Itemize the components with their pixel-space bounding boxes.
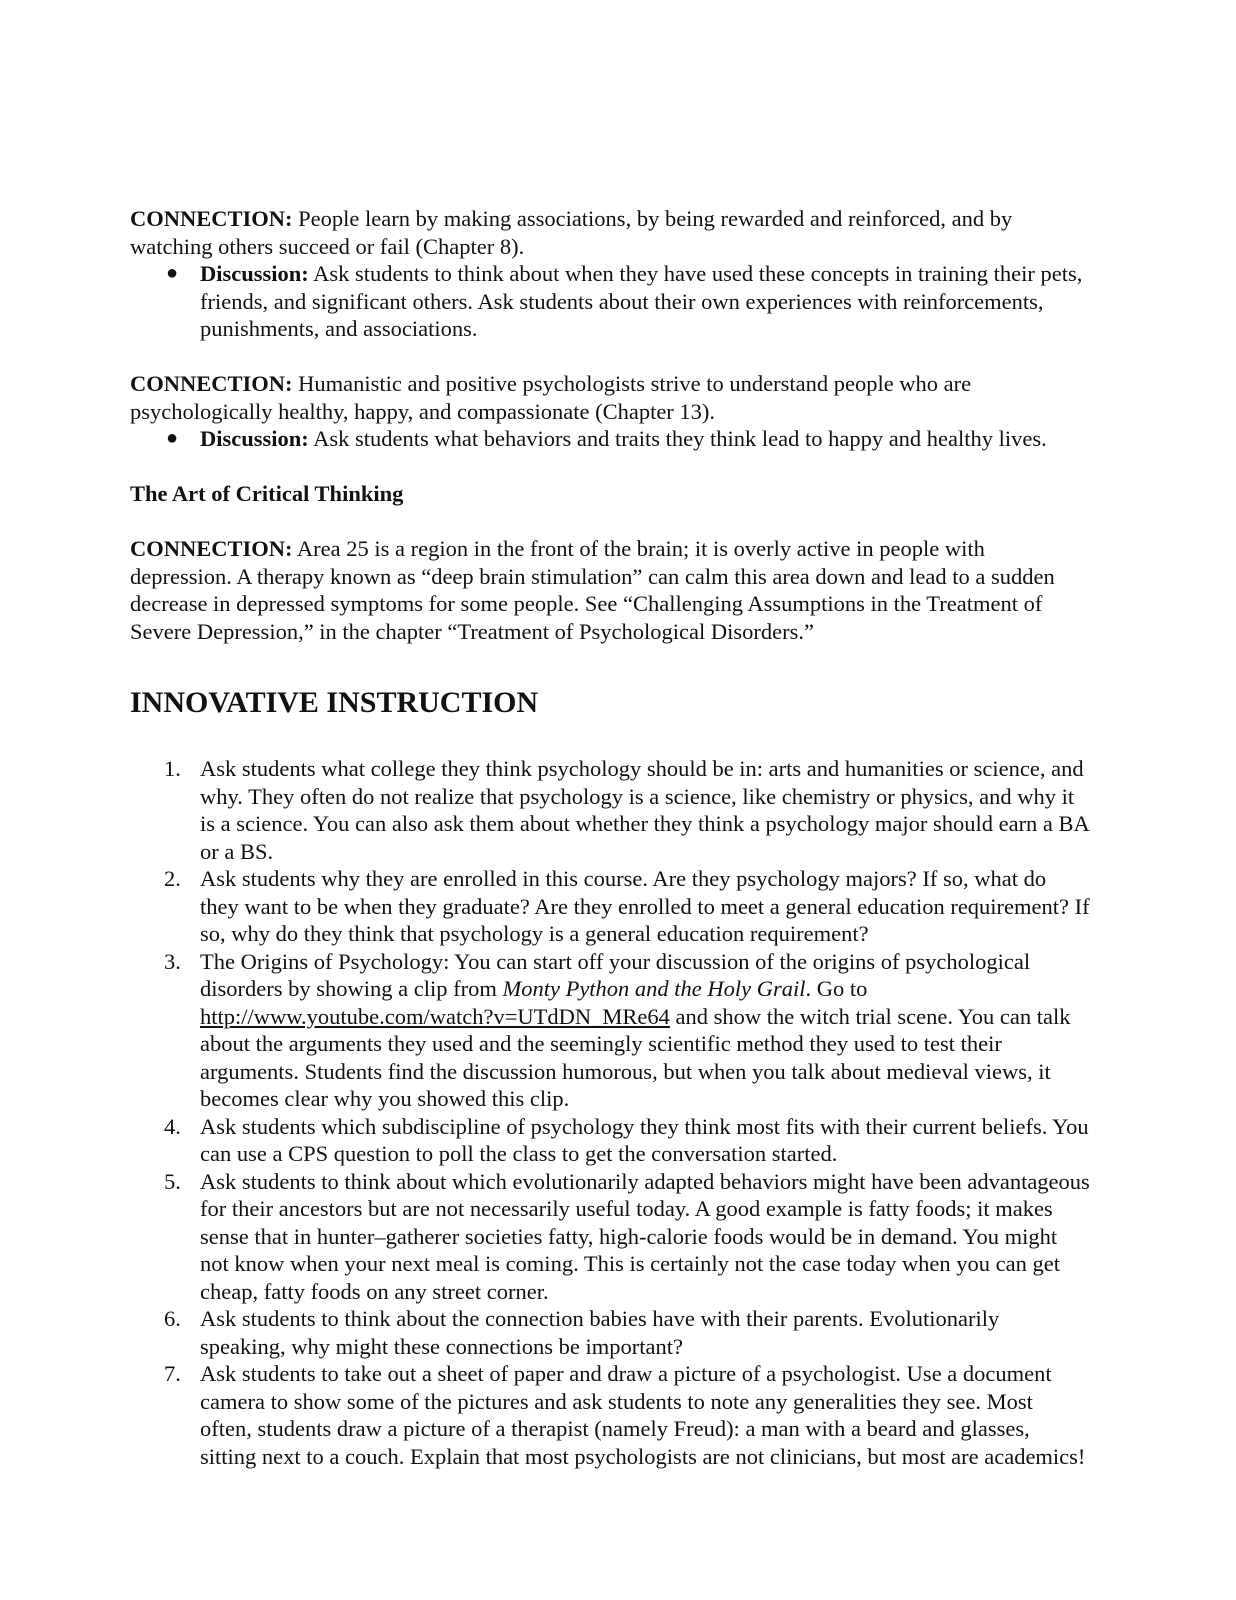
- connection-label: CONNECTION:: [130, 536, 293, 561]
- item-text: Ask students to take out a sheet of paper and draw a picture of a psychologist. Use a document camera to show some of the pictures and ask students to note any generalities they see. Most often, students draw a picture of a therapist (namely Freud): a man with a beard and glasses, sitting next to a couch. Explain that most psychologists are not clinicians, but most are academics!: [200, 1361, 1086, 1469]
- item-text: Ask students to think about the connection babies have with their parents. Evolutionarily speaking, why might these connections be important?: [200, 1306, 1000, 1359]
- connection-paragraph: [130, 370, 1090, 425]
- list-item: [130, 1360, 1090, 1470]
- instruction-list: [130, 755, 1090, 1470]
- list-item: [130, 1305, 1090, 1360]
- item-text: Ask students which subdiscipline of psychology they think most fits with their current beliefs. You can use a CPS question to poll the class to get the conversation started.: [200, 1113, 1089, 1166]
- bullet-icon: ●: [166, 262, 179, 284]
- connection-paragraph: [130, 205, 1090, 260]
- item-number: 2.: [164, 866, 181, 891]
- discussion-text: Ask students to think about when they have used these concepts in training their pets, friends, and significant others. Ask students about their own experiences with reinforcements, punishments, and associations.: [200, 261, 1083, 341]
- item-number: 6.: [164, 1306, 181, 1331]
- item-text: Ask students to think about which evolutionarily adapted behaviors might have been advantageous for their ancestors but are not necessarily useful today. A good example is fatty foods; it makes sense that in hunter–gatherer societies fatty, high-calorie foods would be in demand. You might not know when your next meal is coming. This is certainly not the case today when you can get cheap, fatty foods on any street corner.: [200, 1168, 1090, 1304]
- connection-block: [130, 205, 1090, 343]
- discussion-item: [130, 425, 1090, 453]
- item-text: Ask students what college they think psychology should be in: arts and humanities or science, and why. They often do not realize that psychology is a science, like chemistry or physics, and why it is a science. You can also ask them about whether they think a psychology major should earn a BA or a BS.: [200, 756, 1089, 864]
- item-text: Ask students why they are enrolled in this course. Are they psychology majors? If so, what do they want to be when they graduate? Are they enrolled to meet a general education requirement? If so, why do they think that psychology is a general education requirement?: [200, 866, 1090, 946]
- item-text: . Go to: [805, 976, 868, 1001]
- connection-text: People learn by making associations, by being rewarded and reinforced, and by watching others succeed or fail (Chapter 8).: [130, 206, 1013, 259]
- list-item: [130, 1168, 1090, 1306]
- list-item: [130, 865, 1090, 948]
- list-item: [130, 1113, 1090, 1168]
- discussion-list: [130, 260, 1090, 343]
- item-number: 5.: [164, 1168, 181, 1194]
- critical-thinking-heading: The Art of Critical Thinking: [130, 481, 404, 506]
- youtube-link[interactable]: http://www.youtube.com/watch?v=UTdDN_MRe64: [200, 1003, 670, 1029]
- item-number: 7.: [164, 1361, 181, 1386]
- discussion-label: Discussion:: [200, 426, 309, 451]
- document-page: [130, 205, 1090, 1470]
- connection-block: [130, 370, 1090, 453]
- discussion-list: [130, 425, 1090, 453]
- item-number: 1.: [164, 756, 181, 781]
- connection-label: CONNECTION:: [130, 206, 293, 231]
- item-text: and show the witch trial scene. You can talk about the arguments they used and the seemingly scientific method they used to test their arguments. Students find the discussion humorous, but when you talk about medieval views, it becomes clear why you showed this clip.: [200, 1003, 1071, 1111]
- connection-text: Area 25 is a region in the front of the brain; it is overly active in people with depression. A therapy known as “deep brain stimulation” can calm this area down and lead to a sudden decrease in depressed symptoms for some people. See “Challenging Assumptions in the Treatment of Severe Depression,” in the chapter “Treatment of Psychological Disorders.”: [130, 536, 1055, 644]
- list-item: [130, 948, 1090, 1113]
- item-number: 3.: [164, 948, 181, 974]
- bullet-icon: ●: [166, 427, 179, 449]
- connection-label: CONNECTION:: [130, 371, 293, 396]
- item-text: The Origins of Psychology: You can start off your discussion of the origins of psychological disorders by showing a clip from: [200, 948, 1031, 1001]
- discussion-label: Discussion:: [200, 261, 309, 286]
- section-heading: INNOVATIVE INSTRUCTION: [130, 686, 539, 719]
- connection-text: Humanistic and positive psychologists strive to understand people who are psychologically healthy, happy, and compassionate (Chapter 13).: [130, 371, 972, 424]
- item-number: 4.: [164, 1113, 181, 1139]
- film-title: Monty Python and the Holy Grail: [502, 976, 806, 1001]
- discussion-item: [130, 260, 1090, 343]
- list-item: [130, 755, 1090, 865]
- critical-thinking-paragraph: [130, 535, 1090, 645]
- discussion-text: Ask students what behaviors and traits they think lead to happy and healthy lives.: [313, 426, 1047, 451]
